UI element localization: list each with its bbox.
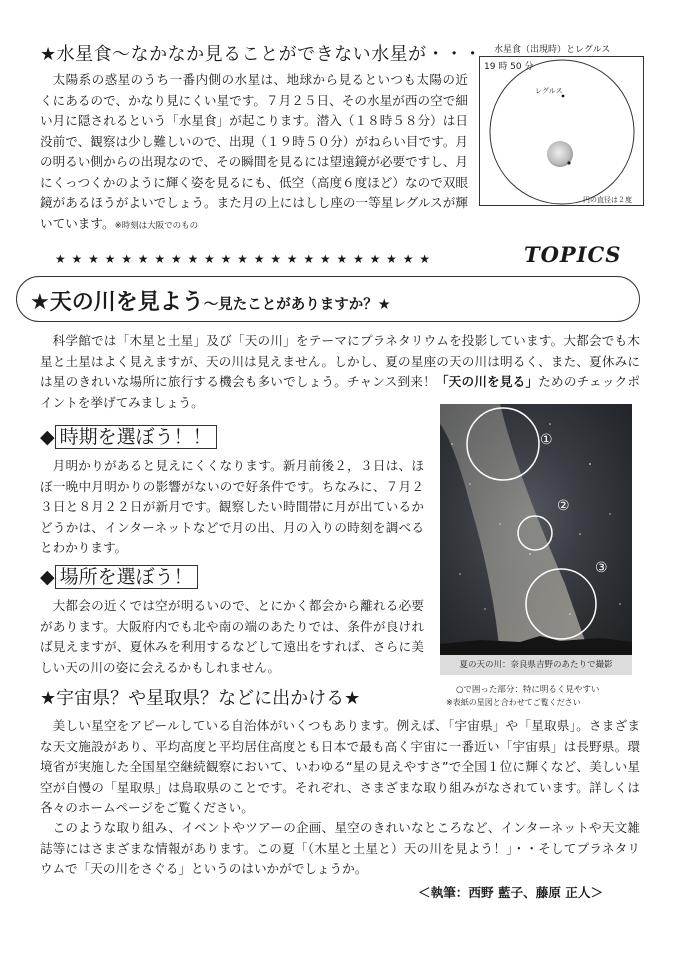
- mercury-text: 太陽系の惑星のうち一番内側の水星は、地球から見るといつも太陽の近くにあるので、かなり見にくい星です。７月２５日、その水星が西の空で細い月に隠されるという「水星食」が起こります。潜入（１８時５８分）は日没前で、観察は少し難しいので、出現（１９時５０分）がねらい目です。月の明るい側からの出現なので、その瞬間を見るには望遠鏡が必要ですし、月にくっつくかのように輝く姿を見るにも、低空（高度６度ほど）なので双眼鏡があるほうがよいでしょう。また月の上にはしし座の一等星レグルスが輝いています。: [40, 72, 468, 231]
- photo-note-circles: ○で囲った部分：特に明るく見やすい: [456, 685, 600, 695]
- section-prefecture-heading: ★宇宙県？や星取県？などに出かける★: [40, 688, 361, 709]
- intro-tail: ためのチェックポイントを挙げてみましょう。: [40, 374, 641, 410]
- section-timing-heading: [40, 422, 217, 449]
- section-timing-body: 月明かりがあると見えにくくなります。新月前後２，３日は、ほぼ一晩中月明かりの影響がないので好条件です。ちなみに、７月２３日と８月２２日が新月です。観察したい時間帯に月が出ているかどうかは、インターネットなどで月の出、月の入りの時刻を調べるとわかります。: [40, 458, 424, 555]
- byline: ＜執筆：西野 藍子、藤原 正人＞: [418, 885, 604, 900]
- headline-sub: ～見たことがありますか？★: [203, 297, 391, 313]
- field-circle: [490, 60, 634, 204]
- mercury-title: ★水星食～なかなか見ることができない水星が・・・: [40, 44, 483, 65]
- section-timing-title: 時期を選ぼう！！: [55, 425, 217, 449]
- section-closing-body: このような取り組み、イベントやツアーの企画、星空のきれいなところなど、インターネットや天文雑誌等にはさまざまな情報があります。この夏「（木星と土星と）天の川を見よう！」・・そしてプラネタリウムで「天の川をさぐる」というのはいかがでしょうか。: [40, 820, 640, 876]
- photo-caption: 夏の天の川：奈良県吉野のあたりで撮影: [440, 655, 632, 675]
- mercury-dot: [567, 161, 570, 164]
- diagram-title: 水星食（出現時）とレグルス: [494, 45, 611, 55]
- diagram-scale-note: 円の直径は２度: [583, 196, 632, 204]
- regulus-label: レグルス: [535, 87, 563, 95]
- intro-bold: 「天の川を見る」: [435, 374, 539, 389]
- intro-paragraph: [40, 331, 640, 413]
- mercury-body: [40, 70, 468, 236]
- photo-note-starchart: ※表紙の星図と合わせてご覧ください: [446, 698, 581, 707]
- milky-way-band: [440, 404, 590, 655]
- milky-way-overlay: [440, 404, 632, 655]
- section-place-title: 場所を選ぼう！: [55, 565, 198, 589]
- diamond-icon: ◆: [40, 426, 55, 448]
- region-1-label: ①: [540, 432, 553, 448]
- ground-silhouette: [440, 636, 632, 655]
- occultation-diagram: [480, 57, 643, 205]
- headline-main: ★天の川を見よう: [30, 290, 204, 315]
- section-place-heading: [40, 562, 198, 589]
- topics-label: TOPICS: [524, 242, 622, 267]
- section-place-body: 大都会の近くでは空が明るいので、とにかく都会から離れる必要があります。大阪府内でも北や南の端のあたりでは、条件が良ければ見えますが、夏休みを利用するなどして遠出をすれば、さらに美しい天の川の姿に会えるかもしれません。: [40, 598, 424, 675]
- diagram-time: 19 時 50 分: [484, 62, 534, 72]
- diamond-icon: ◆: [40, 566, 55, 588]
- section-prefecture-body: 美しい星空をアピールしている自治体がいくつもあります。例えば、「宇宙県」や「星取県」。さまざまな天文施設があり、平均高度と平均居住高度とも日本で最も高く宇宙に一番近い「宇宙県」は長野県。環境省が実施した全国星空継続観察において、いわゆる“星の見えやすさ”で全国１位に輝くなど、美しい星空が自慢の「星取県」は鳥取県のことです。それぞれ、さまざまな取り組みがなされています。詳しくは各々のホームページをご覧ください。: [40, 718, 641, 815]
- region-2-label: ②: [557, 498, 570, 514]
- time-note: ※時刻は大阪でのもの: [114, 220, 199, 231]
- intro-text: 科学館では「木星と土星」及び「天の川」をテーマにプラネタリウムを投影しています。大都会でも木星と土星はよく見えますが、天の川は見えません。しかし、夏の星座の天の川は明るく、また、夏休みには星のきれいな場所に旅行する機会も多いでしょう。チャンス到来！: [40, 333, 640, 389]
- region-3-label: ③: [595, 560, 608, 576]
- star-divider: ★★★★★★★★★★★★★★★★★★★★★★★: [55, 252, 436, 266]
- headline: [30, 285, 391, 316]
